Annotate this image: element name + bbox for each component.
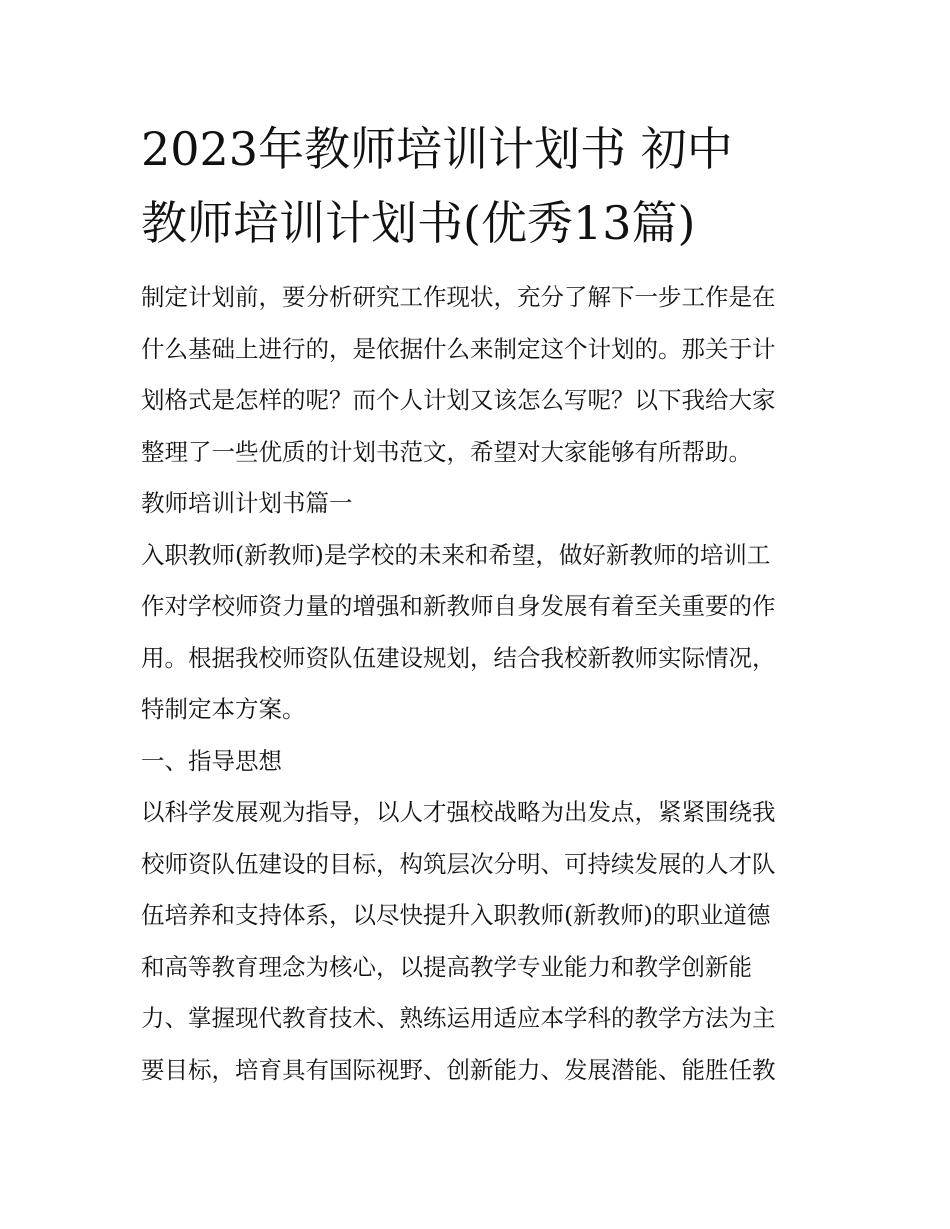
paragraph-line: 要目标，培育具有国际视野、创新能力、发展潜能、能胜任教 bbox=[141, 1055, 776, 1084]
paragraph-line: 以科学发展观为指导，以人才强校战略为出发点，紧紧围绕我 bbox=[141, 798, 776, 826]
paragraph-line: 什么基础上进行的，是依据什么来制定这个计划的。那关于计 bbox=[141, 334, 776, 363]
paragraph-line: 入职教师(新教师)是学校的未来和希望，做好新教师的培训工 bbox=[141, 540, 771, 569]
paragraph-line: 力、掌握现代教育技术、熟练运用适应本学科的教学方法为主 bbox=[141, 1004, 776, 1032]
paragraph-line: 用。根据我校师资队伍建设规划，结合我校新教师实际情况， bbox=[141, 643, 776, 672]
paragraph-line: 一、指导思想 bbox=[141, 746, 282, 775]
intro-paragraph bbox=[141, 272, 831, 478]
paragraph-line: 制定计划前，要分析研究工作现状，充分了解下一步工作是在 bbox=[141, 283, 776, 311]
document-title bbox=[141, 112, 831, 260]
section-heading bbox=[141, 478, 831, 530]
paragraph-line: 教师培训计划书篇一 bbox=[141, 489, 353, 517]
paragraph-line: 和高等教育理念为核心，以提高教学专业能力和教学创新能 bbox=[141, 952, 752, 981]
title-line: 2023年教师培训计划书 初中 bbox=[141, 122, 733, 176]
paragraph-line: 划格式是怎样的呢？而个人计划又该怎么写呢？以下我给大家 bbox=[141, 386, 776, 414]
paragraph-line: 校师资队伍建设的目标，构筑层次分明、可持续发展的人才队 bbox=[141, 849, 776, 878]
paragraph-line: 特制定本方案。 bbox=[141, 695, 306, 723]
subsection-heading bbox=[141, 736, 831, 788]
paragraph-line: 作对学校师资力量的增强和新教师自身发展有着至关重要的作 bbox=[141, 592, 776, 620]
body-paragraph bbox=[141, 787, 831, 1096]
paragraph-line: 伍培养和支持体系，以尽快提升入职教师(新教师)的职业道德 bbox=[141, 901, 771, 929]
body-paragraph bbox=[141, 530, 831, 736]
document-content bbox=[141, 112, 831, 1096]
paragraph-line: 整理了一些优质的计划书范文，希望对大家能够有所帮助。 bbox=[141, 437, 752, 466]
title-line: 教师培训计划书(优秀13篇) bbox=[141, 196, 696, 250]
